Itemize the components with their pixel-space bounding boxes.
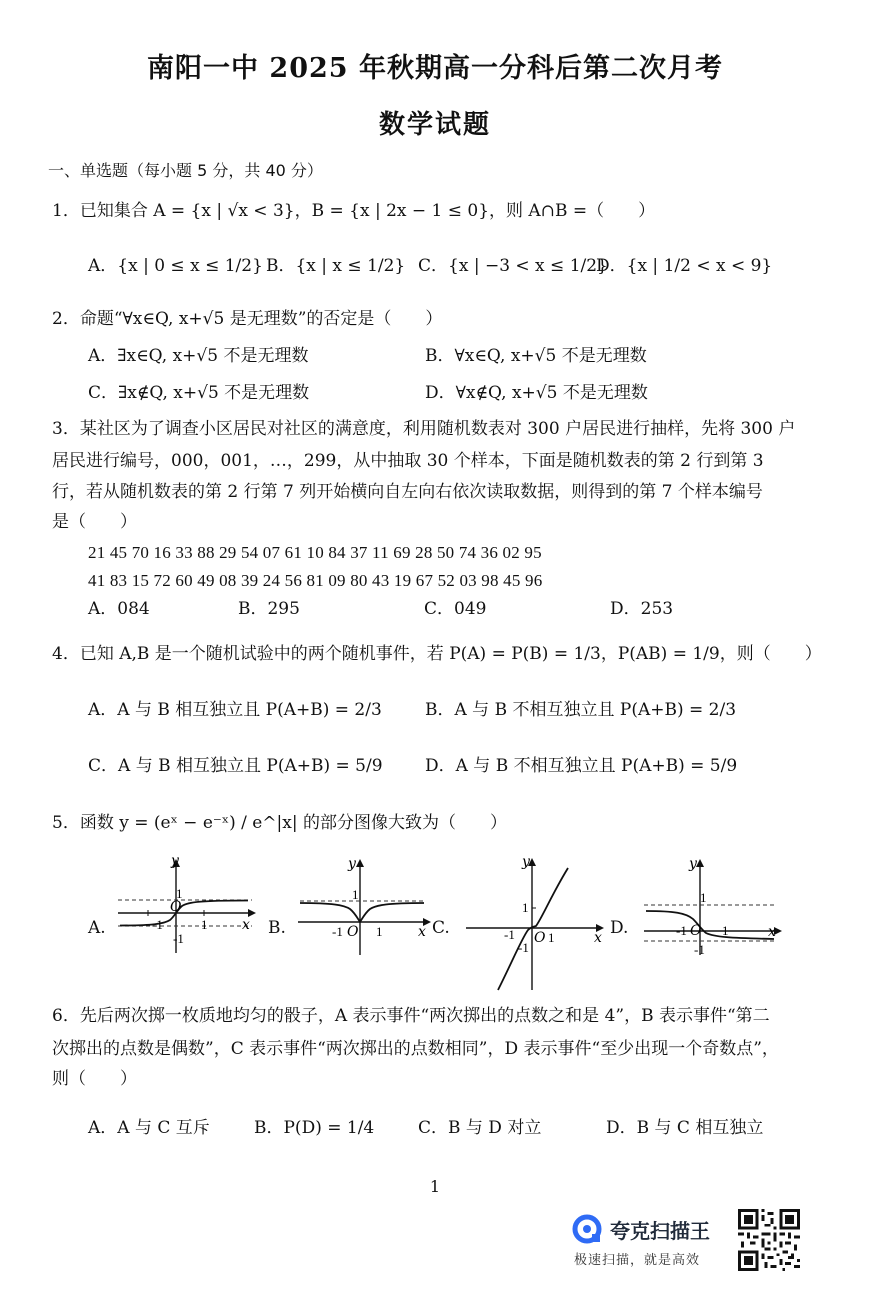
scanner-slogan: 极速扫描，就是高效 xyxy=(574,1253,701,1268)
axis-label-x: x xyxy=(418,924,426,940)
origin-label: O xyxy=(170,899,182,915)
random-number-row-2: 41 83 15 72 60 49 08 39 24 56 81 09 80 43 19 67 52 03 98 45 96 xyxy=(88,571,543,590)
q1-stem: 1．已知集合 A = {x | √x < 3}，B = {x | 2x − 1 ≤ 0}，则 A∩B =（ ） xyxy=(52,201,656,221)
tick-label-neg1-y: -1 xyxy=(694,942,705,957)
axis-label-y: y xyxy=(522,854,530,870)
scanner-watermark xyxy=(572,1211,730,1271)
axis-label-x: x xyxy=(768,924,776,940)
q4-option-c: C．A 与 B 相互独立且 P(A+B) = 5/9 xyxy=(88,756,383,776)
q2-option-c: C．∃x∉Q, x+√5 不是无理数 xyxy=(88,383,310,403)
q1-option-a: A．{x | 0 ≤ x ≤ 1/2} xyxy=(88,256,263,276)
q2-stem: 2．命题“∀x∈Q, x+√5 是无理数”的否定是（ ） xyxy=(52,309,443,329)
tick-label-1-x: 1 xyxy=(722,923,729,938)
q6-option-d: D．B 与 C 相互独立 xyxy=(606,1118,764,1138)
axis-label-y: y xyxy=(689,856,697,872)
q2-option-b: B．∀x∈Q, x+√5 不是无理数 xyxy=(425,346,647,366)
q2-option-a: A．∃x∈Q, x+√5 不是无理数 xyxy=(88,346,309,366)
graph-option-b xyxy=(292,853,437,958)
q6-option-b: B．P(D) = 1/4 xyxy=(254,1118,375,1138)
q1-option-b: B．{x | x ≤ 1/2} xyxy=(266,256,406,276)
q5-stem: 5．函数 y = (eˣ − e⁻ˣ) / e^|x| 的部分图像大致为（ ） xyxy=(52,813,507,833)
tick-label-1-x: 1 xyxy=(376,924,383,939)
axis-label-y: y xyxy=(171,853,179,869)
page-number: 1 xyxy=(429,1177,441,1196)
q4-option-d: D．A 与 B 不相互独立且 P(A+B) = 5/9 xyxy=(425,756,738,776)
qr-code-icon xyxy=(738,1209,800,1271)
tick-label-neg1-y: -1 xyxy=(173,931,184,946)
q4-option-a: A．A 与 B 相互独立且 P(A+B) = 2/3 xyxy=(88,700,382,720)
q6-line-1: 6．先后两次掷一枚质地均匀的骰子，A 表示事件“两次掷出的点数之和是 4”，B 表示事件“第二 xyxy=(52,1006,770,1026)
tick-label-1-x: 1 xyxy=(548,930,555,945)
q4-option-b: B．A 与 B 不相互独立且 P(A+B) = 2/3 xyxy=(425,700,737,720)
q3-option-c: C．049 xyxy=(424,599,487,619)
tick-label-1-y: 1 xyxy=(700,890,707,905)
section-heading: 一、单选题（每小题 5 分，共 40 分） xyxy=(48,161,323,180)
random-number-row-1: 21 45 70 16 33 88 29 54 07 61 10 84 37 11 69 28 50 74 36 02 95 xyxy=(88,543,542,562)
scanner-logo-icon xyxy=(572,1214,602,1244)
q5-label-c: C. xyxy=(432,918,450,938)
q3-line-4: 是（ ） xyxy=(52,512,137,532)
graph-option-a xyxy=(112,853,262,958)
q3-line-2: 居民进行编号，000，001，…，299，从中抽取 30 个样本，下面是随机数表的第 2 行到第 3 xyxy=(52,451,764,471)
q3-line-3: 行，若从随机数表的第 2 行第 7 列开始横向自左向右依次读取数据，则得到的第 7 个样本编号 xyxy=(52,482,763,502)
axis-label-y: y xyxy=(348,856,356,872)
origin-label: O xyxy=(347,924,359,940)
tick-label-neg1-x: -1 xyxy=(676,923,687,938)
q6-option-a: A．A 与 C 互斥 xyxy=(88,1118,210,1138)
tick-label-neg1-y: -1 xyxy=(518,940,529,955)
origin-label: O xyxy=(690,923,702,939)
graph-option-c xyxy=(460,850,610,995)
q5-label-a: A. xyxy=(88,918,106,938)
q6-line-3: 则（ ） xyxy=(52,1069,137,1089)
q5-label-b: B. xyxy=(268,918,286,938)
q1-option-d: D．{x | 1/2 < x < 9} xyxy=(596,256,773,276)
tick-label-1-y: 1 xyxy=(522,900,529,915)
q5-label-d: D. xyxy=(610,918,629,938)
tick-label-1-y: 1 xyxy=(352,887,359,902)
tick-label-neg1-x: -1 xyxy=(332,924,343,939)
q2-option-d: D．∀x∉Q, x+√5 不是无理数 xyxy=(425,383,648,403)
q6-option-c: C．B 与 D 对立 xyxy=(418,1118,542,1138)
q4-stem: 4．已知 A,B 是一个随机试验中的两个随机事件，若 P(A) = P(B) = 1/3，P(AB) = 1/9，则（ ） xyxy=(52,644,822,664)
tick-label-neg1-x: -1 xyxy=(504,927,515,942)
q6-line-2: 次掷出的点数是偶数”，C 表示事件“两次掷出的点数相同”，D 表示事件“至少出现一个奇数点”， xyxy=(52,1039,779,1059)
tick-label-1-y: 1 xyxy=(176,886,183,901)
axis-label-x: x xyxy=(594,930,602,946)
scanner-app-name: 夸克扫描王 xyxy=(610,1219,710,1243)
tick-label-1-x: 1 xyxy=(201,917,208,932)
q3-line-1: 3．某社区为了调查小区居民对社区的满意度，利用随机数表对 300 户居民进行抽样，先将 300 户 xyxy=(52,419,796,439)
q3-option-d: D．253 xyxy=(610,599,674,619)
graph-option-d xyxy=(638,853,788,958)
exam-subtitle: 数学试题 xyxy=(378,110,491,140)
q3-option-a: A．084 xyxy=(88,599,150,619)
q3-option-b: B．295 xyxy=(238,599,300,619)
origin-label: O xyxy=(534,930,546,946)
tick-label-neg1-x: -1 xyxy=(152,917,163,932)
exam-title: 南阳一中 2025 年秋期高一分科后第二次月考 xyxy=(147,53,723,84)
q1-option-c: C．{x | −3 < x ≤ 1/2} xyxy=(418,256,608,276)
axis-label-x: x xyxy=(242,917,250,933)
